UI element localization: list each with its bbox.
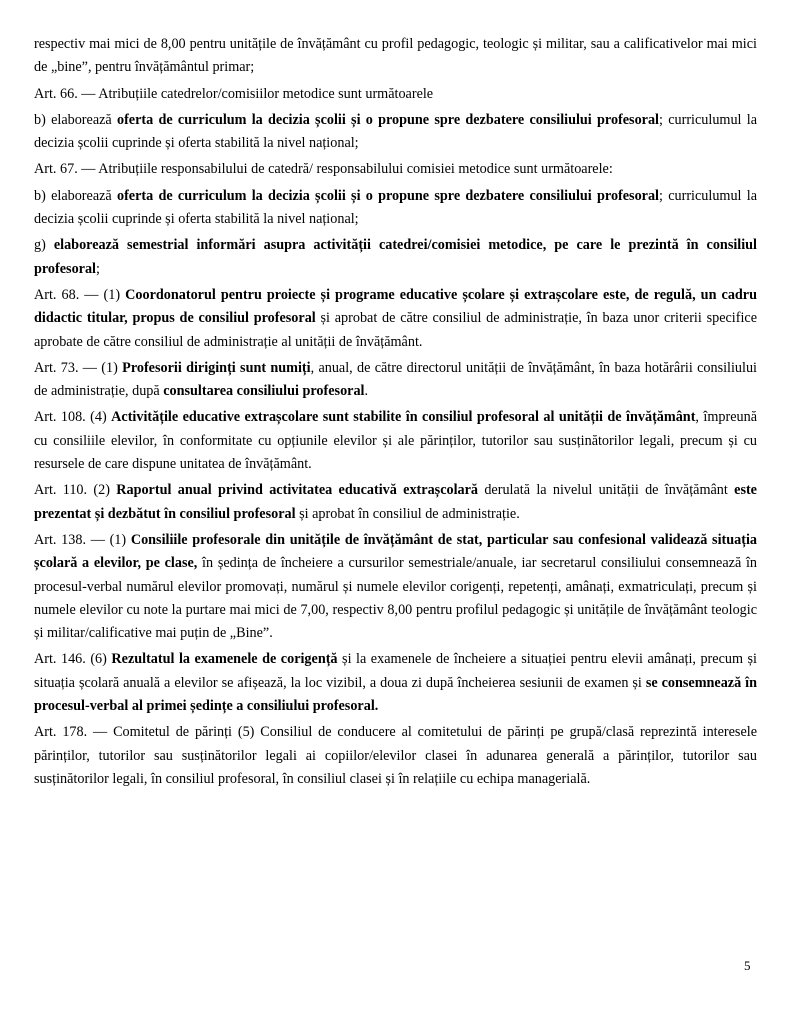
text-run: , împreună cu consiliile elevilor, în conformitate cu opțiunile elevilor și ale părinților, tutorilor sau susținătorilor legali, precum și cu resursele de care dispune unitatea de învățământ. — [34, 409, 757, 473]
paragraph — [34, 158, 757, 181]
text-run: b) elaborează — [34, 187, 117, 204]
paragraph — [34, 234, 757, 281]
text-run: Art. 138. — (1) — [34, 531, 131, 548]
bold-text: oferta de curriculum la decizia școlii și o propune spre dezbatere consiliului profesoral — [116, 111, 660, 128]
text-run: . — [364, 383, 369, 400]
text-run: g) — [34, 237, 54, 254]
bold-text: se consemnează în procesul-verbal al primei ședințe a consiliului profesoral. — [34, 674, 757, 715]
bold-text: elaborează semestrial informări asupra activității catedrei/comisiei metodice, pe care le prezintă în consiliul profesoral — [34, 237, 757, 277]
document-body — [34, 33, 757, 791]
paragraph — [34, 406, 757, 476]
text-run: Art. 178. — Comitetul de părinți (5) Consiliul de conducere al comitetului de părinți pe grupă/clasă reprezintă interesele părinților, tutorilor sau susținătorilor legali ai copiilor/elevilor clasei în adunarea generală a părinților, tutorilor sau susținătorilor legali, în consiliul profesoral, în consiliul clasei și în relațiile cu echipa managerială. — [34, 724, 757, 787]
text-run: ; — [96, 260, 100, 277]
text-run: și aprobat în consiliul de administrație. — [295, 505, 520, 522]
paragraph — [34, 357, 757, 404]
text-run: Art. 110. (2) — [34, 482, 117, 499]
page-number: 5 — [744, 958, 751, 973]
bold-text: oferta de curriculum la decizia școlii și o propune spre dezbatere consiliului profesoral — [116, 187, 660, 204]
text-run: în ședința de încheiere a cursurilor semestriale/anuale, iar secretarul consiliului consemnează în procesul-verbal numărul elevilor promovați, numărul și numele elevilor corigenți, repetenți, amânați, exmatriculați, precum și numele elevilor cu note la purtare mai mici de 7,00, respectiv 8,00 pentru profilul pedagogic și unitățile de învățământ teologic și militar/calificative mai puțin de „Bine”. — [34, 555, 757, 642]
bold-text: Rezultatul la examenele de corigență — [111, 651, 338, 668]
paragraph — [34, 529, 757, 645]
paragraph — [34, 185, 757, 232]
text-run: ; curriculumul la decizia școlii cuprinde și oferta stabilită la nivel național; — [34, 111, 757, 152]
paragraph — [34, 33, 757, 80]
text-run: , anual, de către directorul unității de învățământ, în baza hotărârii consiliului de administrație, după — [34, 359, 758, 400]
text-run: b) elaborează — [34, 111, 117, 128]
text-run: și la examenele de încheiere a situației pentru elevii amânați, precum și situația școlară anuală a elevilor se afișează, la loc vizibil, a doua zi după încheierea sesiunii de examen și — [34, 651, 757, 691]
bold-text: consultarea consiliului profesoral — [163, 383, 365, 400]
text-run: Art. 73. — (1) — [34, 359, 123, 376]
bold-text: Coordonatorul pentru proiecte și programe educative școlare și extrașcolare este, de regulă, un cadru didactic titular, propus de consiliul profesoral — [34, 286, 757, 327]
paragraph — [34, 479, 757, 526]
bold-text: Consiliile profesorale din unitățile de învățământ de stat, particular sau confesional validează situația școlară a elevilor, pe clase, — [34, 531, 757, 572]
text-run: și aprobat de către consiliul de administrație, în baza unor criterii specifice aprobate de către consiliul de administrație al unității de învățământ. — [34, 310, 757, 350]
paragraph — [34, 721, 757, 791]
text-run: respectiv mai mici de 8,00 pentru unitățile de învățământ cu profil pedagogic, teologic și militar, sau a calificativelor mai mici de „bine”, pentru învățământul primar; — [34, 36, 757, 76]
paragraph — [34, 648, 757, 718]
text-run: Art. 108. (4) — [34, 409, 112, 426]
text-run: Art. 146. (6) — [34, 651, 112, 668]
bold-text: Profesorii diriginți sunt numiți — [122, 359, 311, 376]
bold-text: Activitățile educative extrașcolare sunt stabilite în consiliul profesoral al unității de învățământ — [111, 409, 696, 426]
bold-text: este prezentat și dezbătut în consiliul profesoral — [34, 482, 757, 522]
text-run: ; curriculumul la decizia școlii cuprinde și oferta stabilită la nivel național; — [34, 187, 757, 228]
paragraph — [34, 109, 757, 156]
text-run: Art. 68. — (1) — [34, 286, 126, 303]
paragraph — [34, 83, 757, 106]
text-run: Art. 66. — Atribuțiile catedrelor/comisiilor metodice sunt următoarele — [34, 85, 434, 102]
text-run: Art. 67. — Atribuțiile responsabilului de catedră/ responsabilului comisiei metodice sunt următoarele: — [34, 161, 613, 178]
bold-text: Raportul anual privind activitatea educativă extrașcolară — [116, 482, 479, 499]
text-run: derulată la nivelul unității de învățământ — [478, 482, 735, 499]
paragraph — [34, 284, 757, 354]
